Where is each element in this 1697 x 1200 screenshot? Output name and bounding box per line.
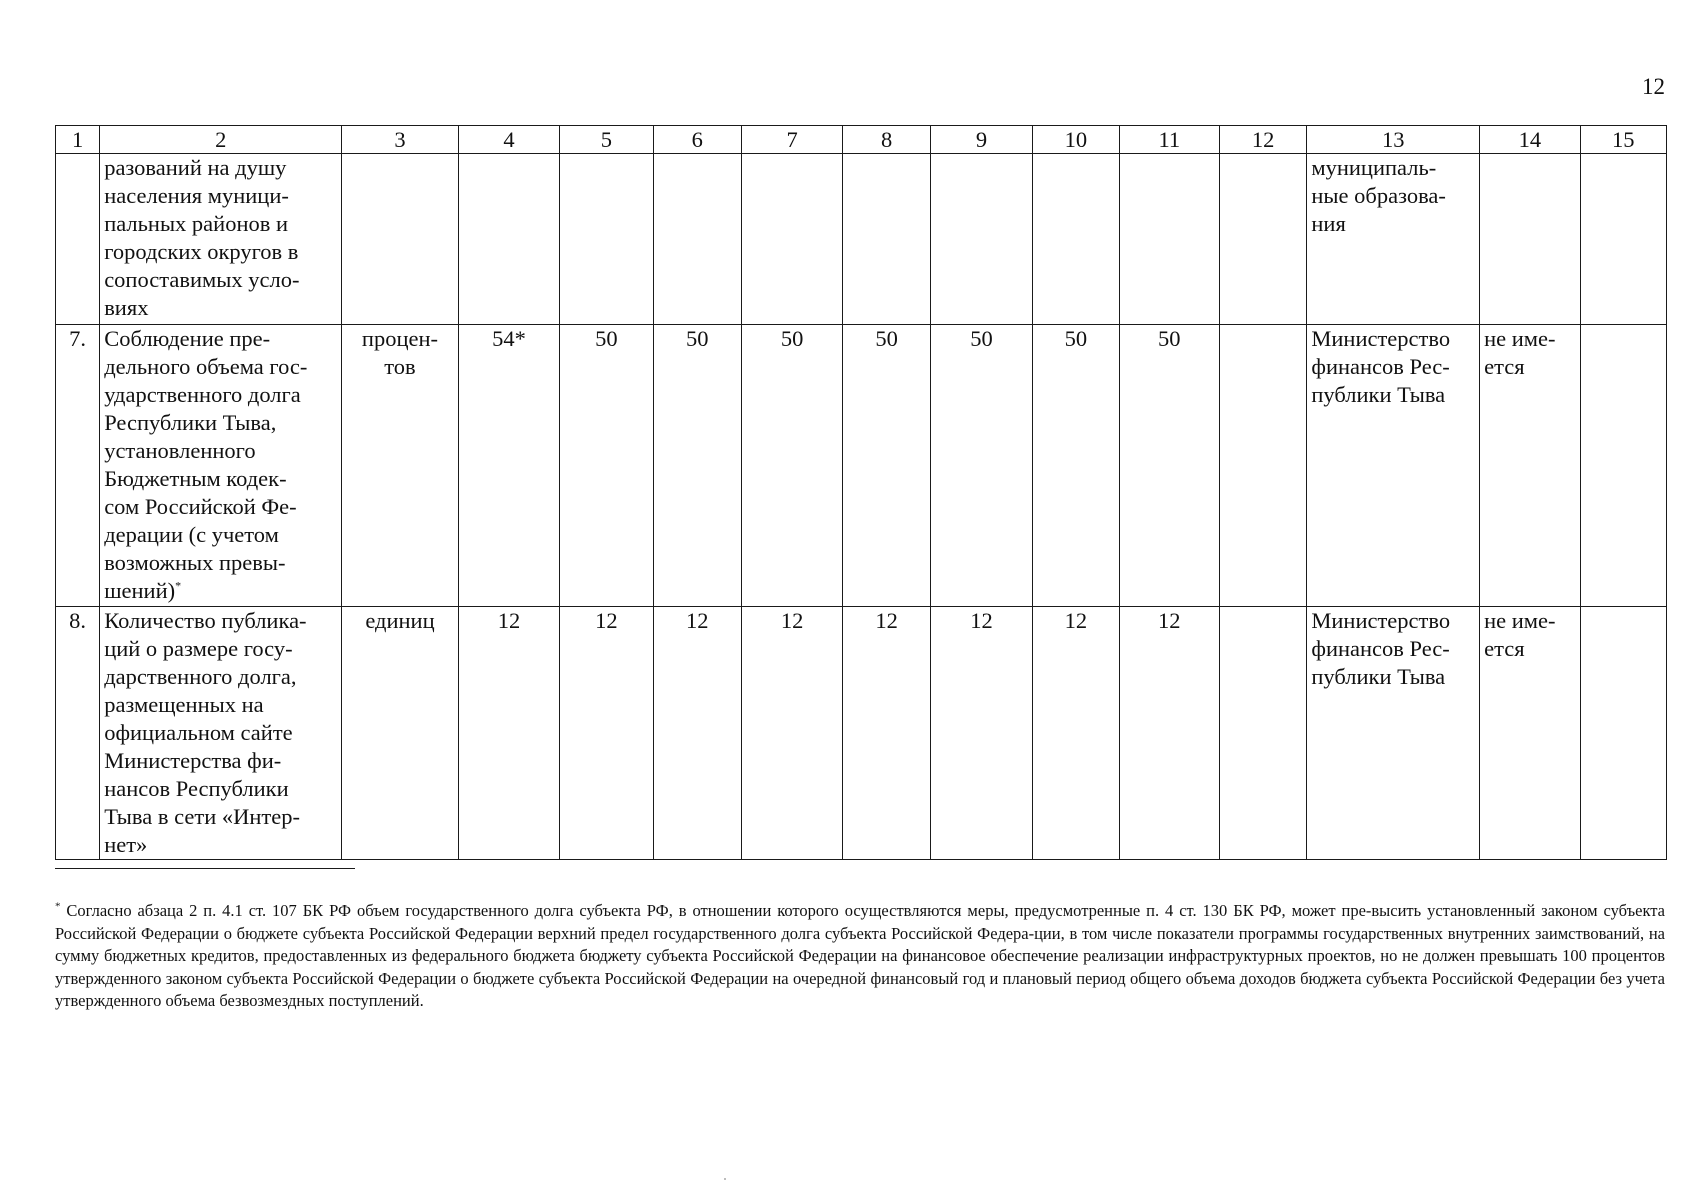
value-cell bbox=[1119, 154, 1219, 325]
header-cell: 15 bbox=[1580, 126, 1666, 154]
header-cell: 11 bbox=[1119, 126, 1219, 154]
indicator-text: Соблюдение пре- дельного объема гос- ударственного долга Республики Тыва, установленного Бюджетным кодек- сом Российской Фе- дерации (с учетом возможных превы- шений) bbox=[104, 326, 308, 603]
value-cell: 12 bbox=[741, 607, 842, 860]
indicator-name bbox=[100, 325, 342, 607]
row-number: 7. bbox=[56, 325, 100, 607]
header-cell: 7 bbox=[741, 126, 842, 154]
header-cell: 6 bbox=[653, 126, 741, 154]
value-cell bbox=[560, 154, 653, 325]
value-cell: 50 bbox=[741, 325, 842, 607]
footnote bbox=[55, 900, 1665, 1013]
footnote-divider bbox=[55, 868, 355, 869]
value-cell bbox=[843, 154, 930, 325]
value-cell: 12 bbox=[1033, 607, 1119, 860]
responsible-text: Министерство финансов Рес- публики Тыва bbox=[1311, 326, 1451, 407]
value-cell: 12 bbox=[930, 607, 1032, 860]
indicator-name bbox=[100, 607, 342, 860]
unit-cell bbox=[342, 607, 459, 860]
responsible-cell bbox=[1307, 325, 1480, 607]
responsible-text: муниципаль- ные образова- ния bbox=[1311, 155, 1446, 236]
note-cell bbox=[1480, 325, 1580, 607]
indicator-text: разований на душу населения муници- пальных районов и городских округов в сопоставимых усло- виях bbox=[104, 155, 300, 320]
value-cell: 12 bbox=[843, 607, 930, 860]
unit-text: единиц bbox=[365, 608, 435, 633]
value-cell bbox=[1219, 607, 1306, 860]
responsible-cell bbox=[1307, 154, 1480, 325]
indicator-text: Количество публика- ций о размере госу- дарственного долга, размещенных на официальном сайте Министерства фи- нансов Республики Тыва в сети «Интер- нет» bbox=[104, 608, 307, 857]
extra-cell bbox=[1580, 154, 1666, 325]
value-cell bbox=[653, 154, 741, 325]
responsible-cell bbox=[1307, 607, 1480, 860]
extra-cell bbox=[1580, 607, 1666, 860]
note-text: не име- ется bbox=[1484, 326, 1556, 379]
footnote-mark: * bbox=[55, 900, 61, 913]
header-cell: 13 bbox=[1307, 126, 1480, 154]
value-cell bbox=[458, 154, 559, 325]
value-cell bbox=[1219, 325, 1306, 607]
note-text: не име- ется bbox=[1484, 608, 1556, 661]
footnote-mark: * bbox=[175, 578, 182, 593]
value-cell: 54* bbox=[458, 325, 559, 607]
value-cell: 50 bbox=[1119, 325, 1219, 607]
value-cell: 50 bbox=[930, 325, 1032, 607]
unit-cell bbox=[342, 325, 459, 607]
extra-cell bbox=[1580, 325, 1666, 607]
responsible-text: Министерство финансов Рес- публики Тыва bbox=[1311, 608, 1451, 689]
header-cell: 8 bbox=[843, 126, 930, 154]
value-cell: 12 bbox=[458, 607, 559, 860]
value-cell: 12 bbox=[1119, 607, 1219, 860]
note-cell bbox=[1480, 607, 1580, 860]
header-cell: 14 bbox=[1480, 126, 1580, 154]
header-cell: 10 bbox=[1033, 126, 1119, 154]
value-cell: 50 bbox=[1033, 325, 1119, 607]
table-header-row bbox=[56, 126, 1667, 154]
indicator-name bbox=[100, 154, 342, 325]
value-cell: 12 bbox=[653, 607, 741, 860]
note-cell bbox=[1480, 154, 1580, 325]
row-number: 8. bbox=[56, 607, 100, 860]
value-cell: 12 bbox=[560, 607, 653, 860]
unit-cell bbox=[342, 154, 459, 325]
value-cell: 50 bbox=[653, 325, 741, 607]
scan-artifact bbox=[724, 1178, 726, 1180]
row-number bbox=[56, 154, 100, 325]
header-cell: 12 bbox=[1219, 126, 1306, 154]
value-cell bbox=[1033, 154, 1119, 325]
value-cell: 50 bbox=[560, 325, 653, 607]
footnote-text: Согласно абзаца 2 п. 4.1 ст. 107 БК РФ объем государственного долга субъекта РФ, в отношении которого осуществляются меры, предусмотренные п. 4 ст. 130 БК РФ, может пре-высить установленный законом субъекта Российской Федерации о бюджете субъекта Российской Федерации верхний предел государственного долга субъекта Российской Федера-ции, в том числе показатели программы государственных внутренних заимствований, на сумму бюджетных кредитов, предоставленных из федерального бюджета бюджету субъекта Российской Федерации на финансовое обеспечение реализации инфраструктурных проектов, но не должен превышать 100 процентов утвержденного законом субъекта Российской Федерации о бюджете субъекта Российской Федерации на очередной финансовый год и плановый период общего объема доходов бюджета субъекта Российской Федерации без учета утвержденного объема безвозмездных поступлений. bbox=[55, 901, 1665, 1010]
value-cell bbox=[1219, 154, 1306, 325]
indicators-table bbox=[55, 125, 1667, 860]
table-row-7 bbox=[56, 325, 1667, 607]
unit-text: процен- тов bbox=[361, 326, 439, 379]
header-cell: 1 bbox=[56, 126, 100, 154]
page-number: 12 bbox=[1642, 74, 1665, 99]
header-cell: 2 bbox=[100, 126, 342, 154]
header-cell: 9 bbox=[930, 126, 1032, 154]
table-row-continuation bbox=[56, 154, 1667, 325]
header-cell: 3 bbox=[342, 126, 459, 154]
value-cell bbox=[930, 154, 1032, 325]
header-cell: 5 bbox=[560, 126, 653, 154]
value-cell: 50 bbox=[843, 325, 930, 607]
table-row-8 bbox=[56, 607, 1667, 860]
value-cell bbox=[741, 154, 842, 325]
header-cell: 4 bbox=[458, 126, 559, 154]
